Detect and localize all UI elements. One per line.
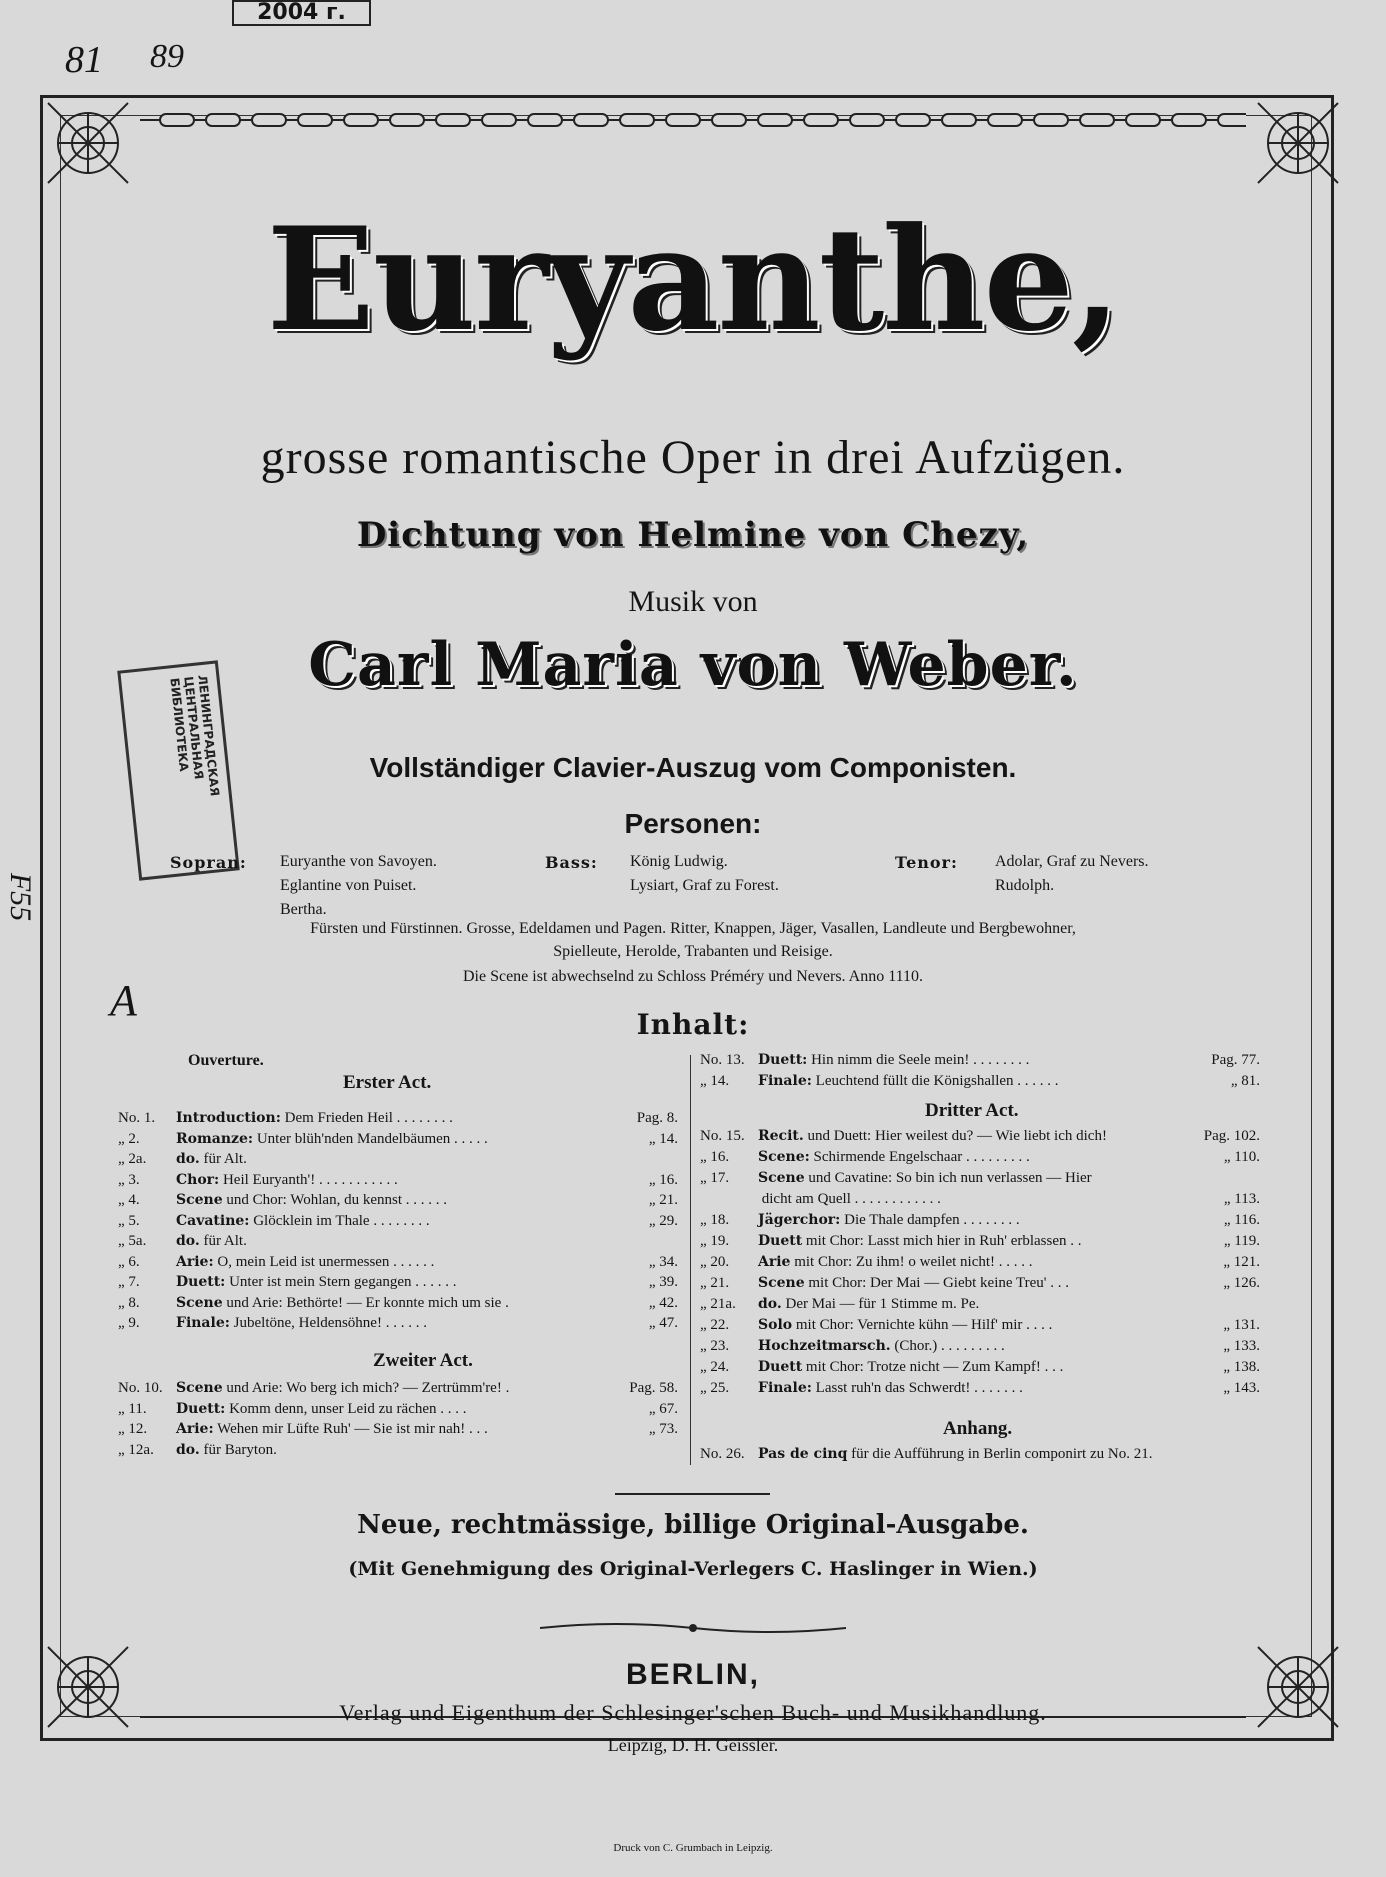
- chain-link: [712, 114, 746, 126]
- contents-entry: „ 11. Duett: Komm denn, unser Leid zu rächen . . . . „ 67.: [118, 1400, 678, 1417]
- bass-role-1: König Ludwig.: [630, 853, 728, 870]
- contents-entry: „ 17. Scene und Cavatine: So bin ich nun verlassen — Hier: [700, 1170, 1092, 1186]
- music-by-label: Musik von: [628, 585, 758, 618]
- contents-entry: „ 8. Scene und Arie: Bethörte! — Er konnte mich um sie . „ 42.: [118, 1294, 678, 1311]
- library-stamp: ЛЕНИНГРАДСКАЯ ЦЕНТРАЛЬНАЯ БИБЛИОТЕКА: [117, 660, 240, 880]
- chain-link: [252, 114, 286, 126]
- margin-note-1: F55: [4, 872, 38, 922]
- contents-entry: No. 15. Recit. und Duett: Hier weilest du? — Wie liebt ich dich! Pag. 102.: [700, 1128, 1260, 1144]
- bass-role-2: Lysiart, Graf zu Forest.: [630, 877, 779, 894]
- chain-link: [620, 114, 654, 126]
- contents-entry: No. 1. Introduction: Dem Frieden Heil . . . . . . . . Pag. 8.: [118, 1110, 678, 1126]
- contents-entry: „ 23. Hochzeitmarsch. (Chor.) . . . . . . . . . „ 133.: [700, 1338, 1260, 1354]
- catalog-stamp: 2004 г.: [232, 0, 371, 26]
- publisher-city: BERLIN,: [626, 1658, 760, 1691]
- contents-entry: „ 2. Romanze: Unter blüh'nden Mandelbäumen . . . . . „ 14.: [118, 1130, 678, 1147]
- contents-entry: „ 6. Arie: O, mein Leid ist unermessen . . . . . . „ 34.: [118, 1253, 678, 1270]
- chain-link: [896, 114, 930, 126]
- contents-entry: „ 3. Chor: Heil Euryanth'! . . . . . . . . . . . „ 16.: [118, 1171, 678, 1188]
- bass-label: Bass:: [545, 853, 598, 872]
- inhalt-heading: Inhalt:: [636, 1008, 750, 1041]
- edition-note: Neue, rechtmässige, billige Original-Ausgabe.: [357, 1510, 1029, 1540]
- chain-link: [390, 114, 424, 126]
- publisher-leipzig: Leipzig, D. H. Geissler.: [607, 1735, 779, 1755]
- section-rule: [615, 1493, 770, 1495]
- chain-link: [1126, 114, 1160, 126]
- extras-line-2: Spielleute, Herolde, Trabanten und Reisige.: [553, 943, 833, 960]
- edition-description: Vollständiger Clavier-Auszug vom Componisten.: [369, 752, 1017, 783]
- contents-entry: No. 10. Scene und Arie: Wo berg ich mich? — Zertrümm're! . Pag. 58.: [118, 1380, 678, 1396]
- printer-credit: Druck von C. Grumbach in Leipzig.: [613, 1842, 773, 1854]
- contents-entry: „ 21a. do. Der Mai — für 1 Stimme m. Pe.: [700, 1296, 980, 1312]
- publisher-line: Verlag und Eigenthum der Schlesinger'schen Buch- und Musikhandlung.: [339, 1700, 1047, 1725]
- chain-link: [804, 114, 838, 126]
- sopran-role-1: Euryanthe von Savoyen.: [280, 853, 437, 870]
- contents-entry: „ 24. Duett mit Chor: Trotze nicht — Zum Kampf! . . . „ 138.: [700, 1359, 1260, 1375]
- chain-link: [988, 114, 1022, 126]
- sopran-label: Sopran:: [170, 853, 247, 872]
- chain-link: [1080, 114, 1114, 126]
- contents-entry: dicht am Quell . . . . . . . . . . . . „ 113.: [761, 1191, 1260, 1207]
- contents-entry: „ 5. Cavatine: Glöcklein im Thale . . . . . . . . „ 29.: [118, 1212, 678, 1229]
- chain-link: [1172, 114, 1206, 126]
- act-2-heading: Zweiter Act.: [373, 1350, 473, 1371]
- contents-entry: „ 9. Finale: Jubeltöne, Heldensöhne! . . . . . . „ 47.: [118, 1315, 678, 1331]
- contents-entry: „ 2a. do. für Alt.: [118, 1151, 247, 1167]
- corner-ornament-top-left-icon: [44, 99, 132, 187]
- chain-link: [298, 114, 332, 126]
- chain-link: [1034, 114, 1068, 126]
- permission-note: (Mit Genehmigung des Original-Verlegers C. Haslinger in Wien.): [348, 1558, 1038, 1580]
- chain-link: [758, 114, 792, 126]
- contents-entry: „ 5a. do. für Alt.: [118, 1233, 247, 1249]
- chain-link: [574, 114, 608, 126]
- tenor-label: Tenor:: [895, 853, 958, 872]
- handwritten-number-1: 81: [65, 39, 103, 81]
- anhang-heading: Anhang.: [943, 1418, 1013, 1439]
- chain-link: [666, 114, 700, 126]
- column-divider: [690, 1055, 691, 1465]
- tenor-role-2: Rudolph.: [995, 877, 1055, 894]
- contents-entry: „ 18. Jägerchor: Die Thale dampfen . . . . . . . . „ 116.: [700, 1212, 1260, 1228]
- contents-entry: „ 12. Arie: Wehen mir Lüfte Ruh' — Sie ist mir nah! . . . „ 73.: [118, 1421, 678, 1437]
- contents-entry: „ 20. Arie mit Chor: Zu ihm! o weilet nicht! . . . . . „ 121.: [700, 1254, 1260, 1270]
- chain-link: [436, 114, 470, 126]
- contents-entry-anhang: No. 26. Pas de cinq für die Aufführung in Berlin componirt zu No. 21.: [700, 1446, 1153, 1462]
- opera-subtitle: grosse romantische Oper in drei Aufzügen.: [260, 431, 1126, 484]
- chain-link: [344, 114, 378, 126]
- act-1-heading: Erster Act.: [343, 1072, 432, 1093]
- flourish-divider-icon: [540, 1618, 846, 1638]
- personen-heading: Personen:: [624, 808, 762, 839]
- chain-link: [850, 114, 884, 126]
- composer-name: Carl Maria von Weber.: [308, 630, 1078, 700]
- sopran-role-3: Bertha.: [280, 901, 327, 918]
- scene-line: Die Scene ist abwechselnd zu Schloss Préméry und Nevers. Anno 1110.: [462, 968, 924, 985]
- contents-entry: „ 22. Solo mit Chor: Vernichte kühn — Hilf' mir . . . . „ 131.: [700, 1317, 1260, 1333]
- margin-note-2: A: [110, 976, 137, 1025]
- chain-link: [206, 114, 240, 126]
- tenor-role-1: Adolar, Graf zu Nevers.: [995, 853, 1149, 870]
- contents-entry: „ 21. Scene mit Chor: Der Mai — Giebt keine Treu' . . . „ 126.: [700, 1275, 1260, 1291]
- contents-right-column: [700, 1050, 1260, 1470]
- act-3-heading: Dritter Act.: [925, 1100, 1019, 1121]
- extras-line-1: Fürsten und Fürstinnen. Grosse, Edeldamen und Pagen. Ritter, Knappen, Jäger, Vasallen, Landleute und Bergbewohner,: [310, 920, 1076, 937]
- ouverture-label: Ouverture.: [188, 1052, 264, 1069]
- chain-link: [528, 114, 562, 126]
- chain-link: [482, 114, 516, 126]
- top-chain-ornament: [140, 108, 1246, 132]
- chain-link: [160, 114, 194, 126]
- sopran-role-2: Eglantine von Puiset.: [280, 877, 417, 894]
- librettist-line: Dichtung von Helmine von Chezy,: [356, 515, 1030, 555]
- chain-link: [1218, 114, 1246, 126]
- contents-entry: „ 12a. do. für Baryton.: [118, 1441, 277, 1458]
- contents-entry: „ 25. Finale: Lasst ruh'n das Schwerdt! . . . . . . . „ 143.: [700, 1380, 1260, 1396]
- handwritten-number-2: 89: [150, 38, 184, 75]
- contents-entry: „ 4. Scene und Chor: Wohlan, du kennst . . . . . . „ 21.: [118, 1192, 678, 1208]
- corner-ornament-top-right-icon: [1254, 99, 1342, 187]
- contents-left-column: [118, 1050, 678, 1470]
- contents-entry: „ 14. Finale: Leuchtend füllt die Königshallen . . . . . . „ 81.: [700, 1072, 1260, 1089]
- contents-entry: „ 19. Duett mit Chor: Lasst mich hier in Ruh' erblassen . . „ 119.: [700, 1233, 1260, 1249]
- contents-entry: No. 13. Duett: Hin nimm die Seele mein! . . . . . . . . Pag. 77.: [700, 1052, 1260, 1068]
- opera-title: Euryanthe,: [266, 197, 1120, 363]
- contents-entry: „ 7. Duett: Unter ist mein Stern gegangen . . . . . . „ 39.: [118, 1274, 678, 1290]
- chain-link: [942, 114, 976, 126]
- contents-entry: „ 16. Scene: Schirmende Engelschaar . . . . . . . . . „ 110.: [700, 1149, 1260, 1165]
